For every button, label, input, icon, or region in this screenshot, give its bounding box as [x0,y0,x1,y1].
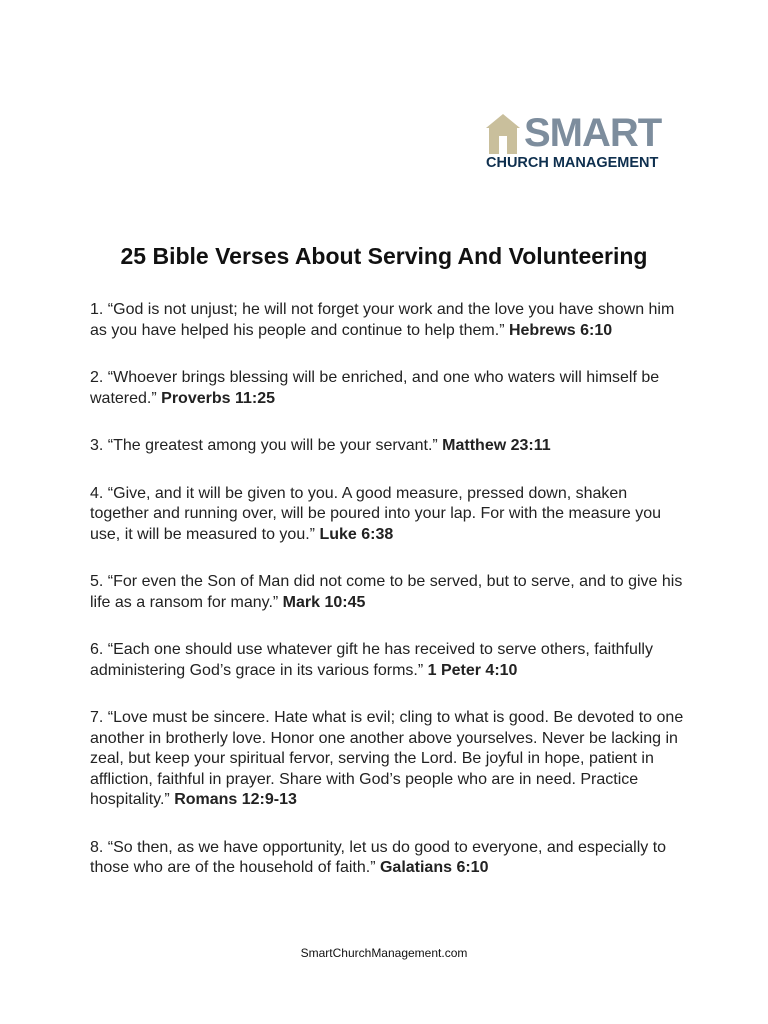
verse-text: 3. “The greatest among you will be your servant.” [90,437,443,454]
verse-item [90,300,690,341]
verse-text: 2. “Whoever brings blessing will be enriched, and one who waters will himself be watered.” [90,369,660,407]
verse-text: 1. “God is not unjust; he will not forget your work and the love you have shown him as you have helped his people and continue to help them.” [90,301,675,339]
verse-text: 7. “Love must be sincere. Hate what is evil; cling to what is good. Be devoted to one another in brotherly love. Honor one another above yourselves. Never be lacking in zeal, but keep your spiritual fervor, serving the Lord. Be joyful in hope, patient in affliction, faithful in prayer. Share with God’s people who are in need. Practice hospitality.” [90,709,684,808]
verse-list [90,300,690,906]
verse-text: 4. “Give, and it will be given to you. A good measure, pressed down, shaken together and running over, will be poured into your lap. For with the measure you use, it will be measured to you.” [90,484,661,543]
verse-reference: Romans 12:9-13 [174,791,297,808]
logo-wordmark: SMART [524,111,662,155]
verse-item [90,572,690,613]
verse-item [90,484,690,546]
verse-item [90,838,690,879]
verse-reference: Galatians 6:10 [379,859,489,876]
verse-reference: 1 Peter 4:10 [427,661,518,679]
verse-item [90,436,690,457]
verse-reference: Hebrews 6:10 [508,321,613,339]
document-title: 25 Bible Verses About Serving And Volunteering [120,243,648,269]
logo-subtitle: CHURCH MANAGEMENT [486,155,659,171]
footer-website: SmartChurchManagement.com [300,946,468,960]
smart-church-management-logo [484,112,676,174]
verse-reference: Mark 10:45 [282,593,366,611]
verse-reference: Luke 6:38 [319,525,394,543]
verse-item [90,640,690,681]
verse-text: 8. “So then, as we have opportunity, let us do good to everyone, and especially to those who are of the household of faith.” [90,838,667,876]
verse-text: 6. “Each one should use whatever gift he has received to serve others, faithfully administering God’s grace in its various forms.” [90,641,653,679]
verse-reference: Proverbs 11:25 [161,389,275,407]
verse-reference: Matthew 23:11 [442,437,551,454]
verse-text: 5. “For even the Son of Man did not come to be served, but to serve, and to give his life as a ransom for many.” [90,573,683,611]
verse-item [90,368,690,409]
verse-item [90,708,690,811]
church-building-icon [486,114,520,154]
